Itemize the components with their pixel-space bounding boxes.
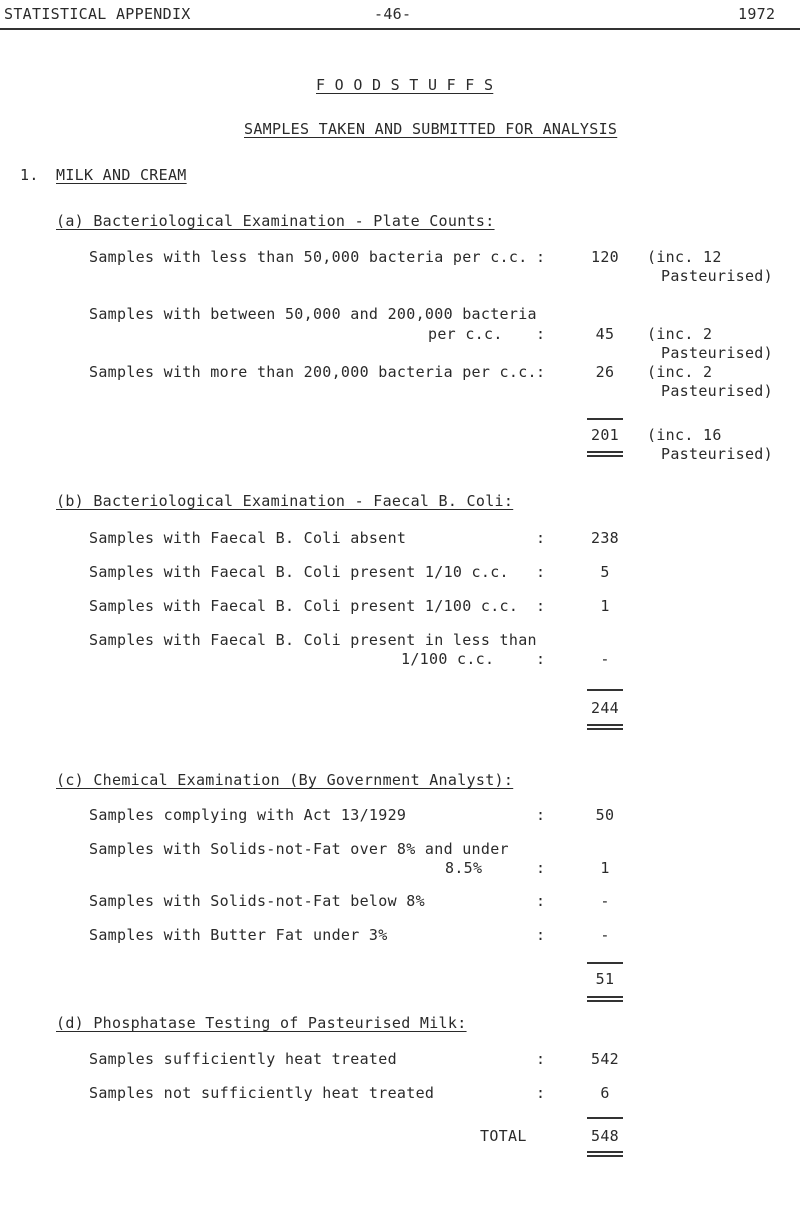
c-row-3-value: -	[600, 892, 610, 910]
a-row-1-label: Samples with less than 50,000 bacteria per c.c.	[89, 248, 528, 266]
a-row-3-note-2: Pasteurised)	[661, 382, 773, 400]
d-row-1-colon: :	[536, 1050, 546, 1068]
d-total-value: 548	[591, 1127, 619, 1145]
d-row-2-value: 6	[600, 1084, 610, 1102]
b-row-4-value: -	[600, 650, 610, 668]
c-total-rule	[587, 962, 623, 964]
a-total-rule	[587, 418, 623, 420]
a-row-1-colon: :	[536, 248, 546, 266]
b-row-3-label: Samples with Faecal B. Coli present 1/100 c.c.	[89, 597, 519, 615]
a-row-2-label: Samples with between 50,000 and 200,000 bacteria	[89, 305, 537, 323]
page-number: -46-	[374, 5, 412, 23]
b-double-rule-2	[587, 728, 623, 730]
a-double-rule-1	[587, 451, 623, 453]
a-row-3-colon: :	[536, 363, 546, 381]
c-double-rule-2	[587, 1000, 623, 1002]
d-double-rule-1	[587, 1151, 623, 1153]
b-row-2-label: Samples with Faecal B. Coli present 1/10 c.c.	[89, 563, 509, 581]
b-row-4-colon: :	[536, 650, 546, 668]
c-row-1-colon: :	[536, 806, 546, 824]
b-row-1-value: 238	[591, 529, 619, 547]
d-row-2-colon: :	[536, 1084, 546, 1102]
d-row-1-label: Samples sufficiently heat treated	[89, 1050, 397, 1068]
c-row-4-label: Samples with Butter Fat under 3%	[89, 926, 388, 944]
b-row-1-colon: :	[536, 529, 546, 547]
c-row-4-colon: :	[536, 926, 546, 944]
header-year: 1972	[738, 5, 776, 23]
a-row-1-note-2: Pasteurised)	[661, 267, 773, 285]
a-total-note: (inc. 16	[647, 426, 722, 444]
a-row-2-colon: :	[536, 325, 546, 343]
b-total-value: 244	[591, 699, 619, 717]
b-row-3-value: 1	[600, 597, 610, 615]
c-row-2-label-2: 8.5%	[445, 859, 483, 877]
total-label: TOTAL	[480, 1127, 527, 1145]
c-row-1-value: 50	[595, 806, 615, 824]
c-total-value: 51	[595, 970, 615, 988]
b-row-2-colon: :	[536, 563, 546, 581]
page-title: F O O D S T U F F S	[316, 76, 494, 94]
heading-b: (b) Bacteriological Examination - Faecal B. Coli:	[56, 492, 514, 510]
section-title: MILK AND CREAM	[56, 166, 187, 184]
section-number: 1.	[20, 166, 39, 184]
c-row-1-label: Samples complying with Act 13/1929	[89, 806, 407, 824]
header-rule	[0, 28, 800, 30]
a-row-2-label-2: per c.c.	[428, 325, 503, 343]
heading-d: (d) Phosphatase Testing of Pasteurised Milk:	[56, 1014, 467, 1032]
a-row-3-note: (inc. 2	[647, 363, 713, 381]
d-double-rule-2	[587, 1155, 623, 1157]
heading-a: (a) Bacteriological Examination - Plate Counts:	[56, 212, 495, 230]
a-row-1-note: (inc. 12	[647, 248, 722, 266]
c-row-3-colon: :	[536, 892, 546, 910]
page-subtitle: SAMPLES TAKEN AND SUBMITTED FOR ANALYSIS	[244, 120, 618, 138]
c-row-2-value: 1	[600, 859, 610, 877]
a-row-2-note-2: Pasteurised)	[661, 344, 773, 362]
b-row-4-label-2: 1/100 c.c.	[401, 650, 495, 668]
c-row-2-colon: :	[536, 859, 546, 877]
a-row-2-value: 45	[595, 325, 615, 343]
c-row-3-label: Samples with Solids-not-Fat below 8%	[89, 892, 425, 910]
header-left: STATISTICAL APPENDIX	[4, 5, 191, 23]
b-row-3-colon: :	[536, 597, 546, 615]
a-row-3-value: 26	[595, 363, 615, 381]
a-row-2-note: (inc. 2	[647, 325, 713, 343]
a-total-note-2: Pasteurised)	[661, 445, 773, 463]
b-row-4-label: Samples with Faecal B. Coli present in less than	[89, 631, 537, 649]
d-row-1-value: 542	[591, 1050, 619, 1068]
b-total-rule	[587, 689, 623, 691]
c-double-rule-1	[587, 996, 623, 998]
b-row-2-value: 5	[600, 563, 610, 581]
a-row-3-label: Samples with more than 200,000 bacteria per c.c.	[89, 363, 537, 381]
a-double-rule-2	[587, 455, 623, 457]
b-double-rule-1	[587, 724, 623, 726]
c-row-2-label: Samples with Solids-not-Fat over 8% and under	[89, 840, 509, 858]
a-row-1-value: 120	[591, 248, 619, 266]
d-row-2-label: Samples not sufficiently heat treated	[89, 1084, 435, 1102]
heading-c: (c) Chemical Examination (By Government Analyst):	[56, 771, 514, 789]
a-total-value: 201	[591, 426, 619, 444]
d-total-rule	[587, 1117, 623, 1119]
c-row-4-value: -	[600, 926, 610, 944]
b-row-1-label: Samples with Faecal B. Coli absent	[89, 529, 407, 547]
